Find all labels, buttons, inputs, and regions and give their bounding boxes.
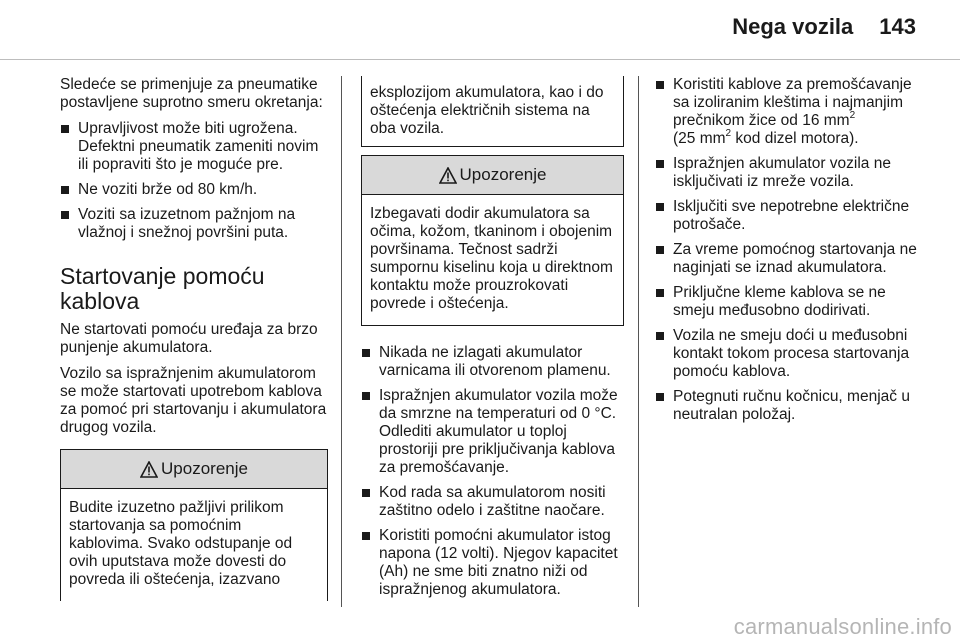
- list-item: Kod rada sa akumulatorom nositi zaštitno odelo i zaštitne naočare.: [361, 484, 624, 520]
- section-heading: Startovanje pomoću kablova: [60, 263, 265, 314]
- warning-title: Upozorenje: [161, 459, 248, 478]
- list-item: Ispražnjen akumulator vozila ne isključivati iz mreže vozila.: [655, 155, 923, 191]
- list-item: Potegnuti ručnu kočnicu, menjač u neutralan položaj.: [655, 388, 923, 424]
- page-number: 143: [879, 14, 916, 39]
- warning-box: [60, 449, 328, 601]
- tire-bullet-list: [60, 120, 328, 242]
- list-item: Ne voziti brže od 80 km/h.: [60, 181, 328, 199]
- superscript: 2: [725, 127, 732, 139]
- column-divider-2: [638, 76, 639, 607]
- column-divider-1: [341, 76, 342, 607]
- cable-text-diesel: (25 mm: [673, 130, 726, 147]
- list-item: Za vreme pomoćnog startovanja ne naginjati se iznad akumulatora.: [655, 241, 923, 277]
- list-item: Isključiti sve nepotrebne električne potrošače.: [655, 198, 923, 234]
- cable-text: Koristiti kablove za premošćavanje sa izoliranim kleštima i najmanjim prečnikom žice od 16 mm: [673, 76, 912, 129]
- battery-bullet-list: [361, 344, 624, 599]
- warning-text: Izbegavati dodir akumulatora sa očima, kožom, tkaninom i obojenim površinama. Tečnost sadrži sumpornu kiselinu koja u direktnom kontaktu može prouzrokovati povrede i oštećenja.: [370, 205, 613, 312]
- warning-header: [61, 450, 327, 489]
- list-item: [655, 76, 923, 148]
- list-item: Nikada ne izlagati akumulator varnicama ili otvorenom plamenu.: [361, 344, 624, 380]
- column-2: [361, 76, 624, 606]
- cable-bullet-list: [655, 76, 923, 424]
- column-1: [60, 76, 328, 601]
- list-item: Vozila ne smeju doći u međusobni kontakt tokom procesa startovanja pomoću kablova.: [655, 327, 923, 381]
- cable-text-end: kod dizel motora).: [731, 130, 859, 147]
- paragraph: Ne startovati pomoću uređaja za brzo punjenje akumulatora.: [60, 321, 318, 356]
- warning-header: [362, 156, 623, 195]
- list-item: Upravljivost može biti ugrožena. Defektni pneumatik zameniti novim ili popraviti što je moguće pre.: [60, 120, 328, 174]
- page-header: [732, 14, 916, 40]
- list-item: Voziti sa izuzetnom pažnjom na vlažnoj i snežnoj površini puta.: [60, 206, 328, 242]
- list-item: Priključne kleme kablova se ne smeju međusobno dodirivati.: [655, 284, 923, 320]
- tire-intro: Sledeće se primenjuje za pneumatike postavljene suprotno smeru okretanja:: [60, 76, 323, 111]
- superscript: 2: [849, 109, 856, 121]
- paragraph: Vozilo sa ispražnjenim akumulatorom se može startovati upotrebom kablova za pomoć pri startovanju i akumulatora drugog vozila.: [60, 365, 327, 436]
- warning-triangle-icon: [439, 167, 457, 184]
- section-title: Nega vozila: [732, 14, 854, 39]
- watermark-text: carmanualsonline.info: [733, 614, 952, 639]
- warning-box-continued: [361, 76, 624, 147]
- header-divider: [0, 59, 960, 60]
- warning-text: eksplozijom akumulatora, kao i do oštećenja električnih sistema na oba vozila.: [370, 84, 604, 137]
- warning-title: Upozorenje: [459, 165, 547, 184]
- list-item: Koristiti pomoćni akumulator istog napona (12 volti). Njegov kapacitet (Ah) ne sme biti znatno niži od ispražnjenog akumulatora.: [361, 527, 624, 599]
- column-3: [655, 76, 923, 431]
- warning-triangle-icon: [140, 461, 158, 478]
- warning-box: [361, 155, 624, 326]
- warning-text: Budite izuzetno pažljivi prilikom startovanja sa pomoćnim kablovima. Svako odstupanje od ovih uputstava može dovesti do povreda ili oštećenja, izazvano: [69, 499, 293, 588]
- list-item: Ispražnjen akumulator vozila može da smrzne na temperaturi od 0 °C. Odlediti akumulator u toploj prostoriji pre priključivanja kablova za premošćavanje.: [361, 387, 624, 477]
